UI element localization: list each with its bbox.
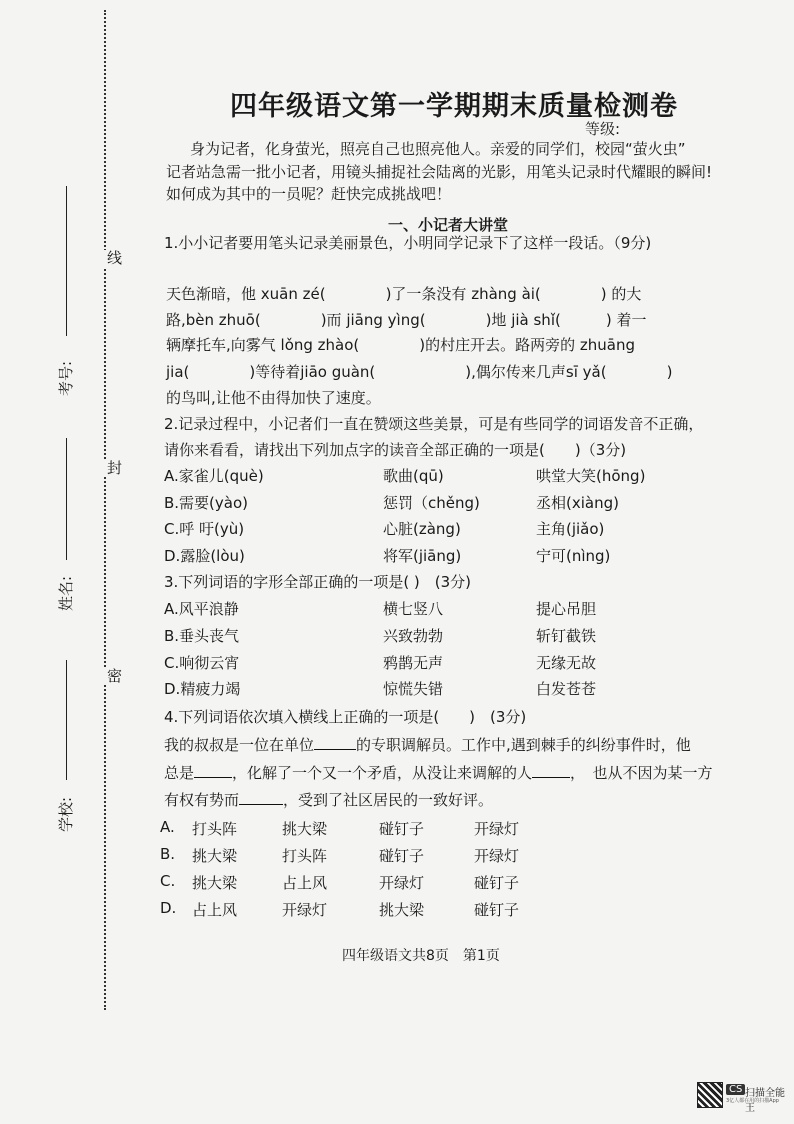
- page-title: 四年级语文第一学期期末质量检测卷: [230, 91, 678, 122]
- name-line: [66, 438, 67, 560]
- q2-option-d2: 将军(jiāng): [383, 547, 462, 565]
- q2-option-b2: 惩罚（chěng): [383, 494, 480, 512]
- q3-option-b1: B.垂头丧气: [164, 627, 240, 645]
- q4-para-line-2: [164, 762, 713, 783]
- q3-option-d3: 白发苍苍: [536, 680, 597, 698]
- q2-option-a3: 哄堂大笑(hōng): [536, 467, 646, 485]
- q2-option-a1: A.家雀儿(què): [164, 467, 264, 485]
- seal-char-xian: 线: [105, 250, 123, 267]
- q2-stem-1: 2.记录过程中，小记者们一直在赞颂这些美景，可是有些同学的词语发音不正确，: [164, 415, 704, 433]
- name-label: 姓名:: [57, 575, 76, 612]
- q3-option-a3: 提心吊胆: [536, 600, 597, 618]
- q4-opt-b-2: 打头阵: [282, 847, 328, 865]
- q4-opt-a-letter: A.: [160, 818, 175, 836]
- school-line: [66, 660, 67, 780]
- q1-stem: 1.小小记者要用笔头记录美丽景色，小明同学记录下了这样一段话。（9分): [164, 234, 652, 252]
- q4-opt-c-1: 挑大梁: [192, 874, 238, 892]
- q2-option-b1: B.需要(yào): [164, 494, 249, 512]
- q4-para-2a: 总是: [164, 764, 195, 782]
- q4-opt-d-2: 开绿灯: [282, 901, 328, 919]
- q3-option-a1: A.风平浪静: [164, 600, 239, 618]
- intro-line-1: 身为记者，化身萤光，照亮自己也照亮他人。亲爱的同学们，校园“萤火虫”: [190, 140, 686, 158]
- q4-para-3b: ，受到了社区居民的一致好评。: [283, 791, 494, 809]
- q3-option-d2: 惊慌失错: [383, 680, 444, 698]
- q4-para-3a: 有权有势而: [164, 791, 240, 809]
- q4-opt-a-1: 打头阵: [192, 820, 238, 838]
- q4-blank-2: [194, 777, 232, 778]
- q3-option-c2: 鸦鹊无声: [383, 654, 444, 672]
- q1-line-1: 天色渐暗，他 xuān zé( )了一条没有 zhàng ài( ) 的大: [166, 285, 642, 303]
- qr-code-icon: [697, 1082, 723, 1108]
- q4-opt-b-4: 开绿灯: [474, 847, 520, 865]
- binding-dotted-line: [104, 10, 106, 1010]
- q2-option-d1: D.露脸(lòu): [164, 547, 245, 565]
- scanner-logo-icon: CS: [726, 1084, 745, 1095]
- q4-para-line-3: [164, 789, 493, 810]
- q3-option-d1: D.精疲力竭: [164, 680, 241, 698]
- q4-opt-c-3: 开绿灯: [379, 874, 425, 892]
- grade-label: 等级:: [585, 120, 621, 138]
- q4-blank-1: [314, 749, 356, 750]
- q4-opt-c-4: 碰钉子: [474, 874, 520, 892]
- scanner-sub: 3亿人都在用的扫描App: [726, 1098, 779, 1104]
- q4-opt-d-3: 挑大梁: [379, 901, 425, 919]
- q3-option-b2: 兴致勃勃: [383, 627, 444, 645]
- q4-opt-a-3: 碰钉子: [379, 820, 425, 838]
- q2-option-d3: 宁可(nìng): [536, 547, 611, 565]
- q4-blank-4: [239, 804, 283, 805]
- q2-option-a2: 歌曲(qū): [383, 467, 444, 485]
- q4-opt-b-letter: B.: [160, 845, 176, 863]
- q4-opt-d-1: 占上风: [192, 901, 238, 919]
- q1-line-3: 辆摩托车,向雾气 lǒng zhào( )的村庄开去。路两旁的 zhuāng: [166, 336, 636, 354]
- section-heading: 一、小记者大讲堂: [388, 216, 509, 234]
- intro-line-2: 记者站急需一批小记者，用镜头捕捉社会陆离的光影，用笔头记录时代耀眼的瞬间!: [166, 163, 713, 181]
- exam-no-label: 考号:: [57, 360, 76, 397]
- q1-line-2: 路,bèn zhuō( )而 jiāng yìng( )地 jià shǐ( ) 着一: [166, 311, 647, 329]
- q1-line-5: 的鸟叫,让他不由得加快了速度。: [166, 389, 381, 407]
- intro-line-3: 如何成为其中的一员呢？赶快完成挑战吧！: [166, 185, 452, 203]
- q4-para-1a: 我的叔叔是一位在单位: [164, 736, 315, 754]
- q3-option-b3: 斩钉截铁: [536, 627, 597, 645]
- q3-stem: 3.下列词语的字形全部正确的一项是( ) (3分): [164, 573, 472, 591]
- seal-char-mi: 密: [105, 668, 123, 685]
- q3-option-c3: 无缘无故: [536, 654, 597, 672]
- q4-opt-d-4: 碰钉子: [474, 901, 520, 919]
- school-label: 学校:: [57, 796, 76, 833]
- q4-opt-a-4: 开绿灯: [474, 820, 520, 838]
- q2-option-c2: 心脏(zàng): [383, 520, 461, 538]
- page-footer: 四年级语文共8页 第1页: [342, 948, 500, 964]
- q4-para-1b: 的专职调解员。工作中,遇到棘手的纠纷事件时，他: [356, 736, 691, 754]
- scanner-name: 扫描全能王: [745, 1088, 785, 1114]
- seal-char-feng: 封: [105, 460, 123, 477]
- q4-para-2b: ，化解了一个又一个矛盾，从没让来调解的人: [232, 764, 533, 782]
- q4-opt-b-3: 碰钉子: [379, 847, 425, 865]
- exam-no-line: [66, 186, 67, 336]
- q2-option-c1: C.呼 吁(yù): [164, 520, 245, 538]
- q4-stem: 4.下列词语依次填入横线上正确的一项是( ) (3分): [164, 708, 527, 726]
- q3-option-a2: 横七竖八: [383, 600, 444, 618]
- q4-opt-d-letter: D.: [160, 899, 177, 917]
- q4-para-2c: ， 也从不因为某一方: [570, 764, 713, 782]
- q3-option-c1: C.响彻云宵: [164, 654, 240, 672]
- q1-line-4: jia( )等待着jiāo guàn( ),偶尔传来几声sī yǎ( ): [166, 363, 673, 381]
- q4-opt-c-2: 占上风: [282, 874, 328, 892]
- q4-opt-a-2: 挑大梁: [282, 820, 328, 838]
- q2-option-b3: 丞相(xiàng): [536, 494, 619, 512]
- q2-option-c3: 主角(jiǎo): [536, 520, 605, 538]
- q4-opt-c-letter: C.: [160, 872, 176, 890]
- q4-opt-b-1: 挑大梁: [192, 847, 238, 865]
- q2-stem-2: 请你来看看，请找出下列加点字的读音全部正确的一项是( )（3分): [164, 441, 627, 459]
- q4-blank-3: [532, 777, 570, 778]
- q4-para-line-1: [164, 734, 691, 755]
